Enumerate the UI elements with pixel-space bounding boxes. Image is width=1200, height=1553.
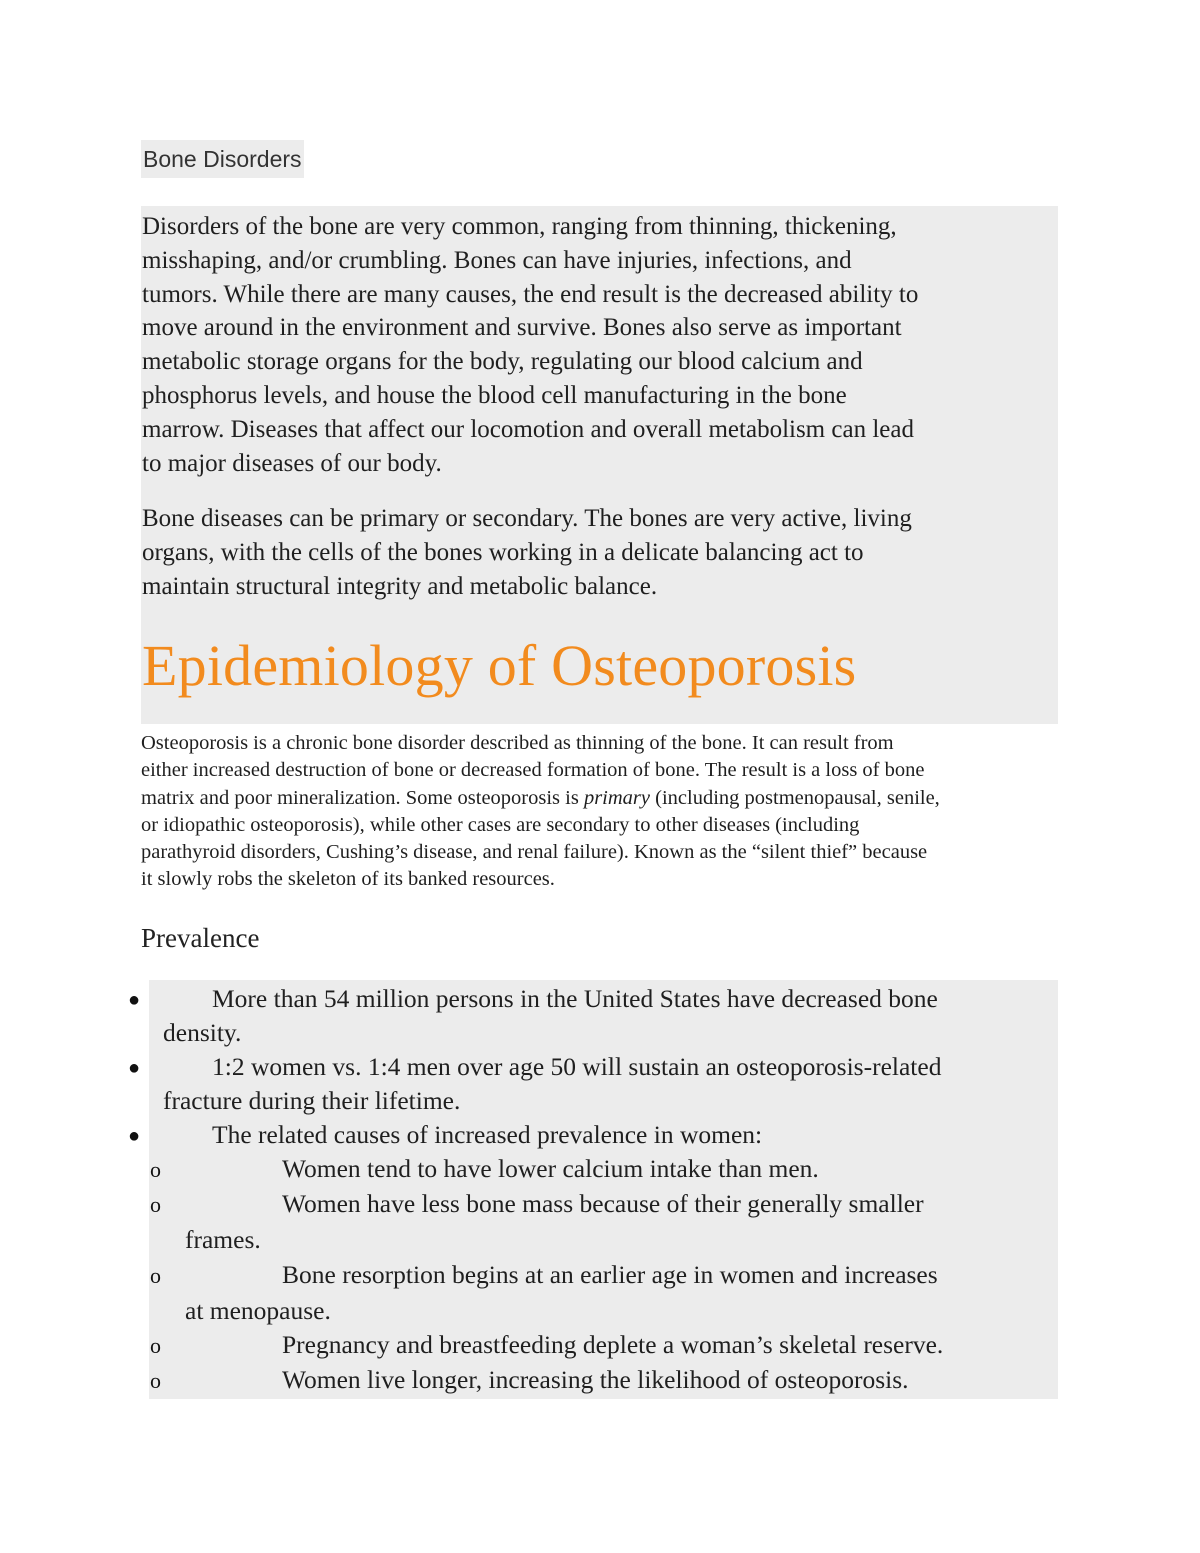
prevalence-heading: Prevalence: [141, 923, 260, 953]
text-line: to major diseases of our body.: [142, 449, 442, 477]
sub-list-item: Pregnancy and breastfeeding deplete a woman’s skeletal reserve.: [282, 1330, 944, 1359]
sub-list-item-continuation: frames.: [185, 1225, 261, 1254]
intro-paragraph-1: [141, 210, 1058, 480]
text-line: misshaping, and/or crumbling. Bones can have injuries, infections, and: [142, 246, 852, 274]
osteoporosis-paragraph: [141, 730, 1061, 894]
circle-bullet-icon: o: [150, 1368, 161, 1393]
text-line: tumors. While there are many causes, the end result is the decreased ability to: [142, 280, 919, 308]
circle-bullet-icon: o: [150, 1192, 161, 1217]
sub-list-item: Women live longer, increasing the likelihood of osteoporosis.: [282, 1365, 909, 1394]
list-item: 1:2 women vs. 1:4 men over age 50 will sustain an osteoporosis-related: [212, 1052, 942, 1081]
sub-list-item: Women tend to have lower calcium intake than men.: [282, 1154, 819, 1183]
circle-bullet-icon: o: [150, 1157, 161, 1182]
text-line: or idiopathic osteoporosis), while other cases are secondary to other diseases (including: [141, 813, 860, 836]
text-line: [141, 785, 1061, 812]
section-heading: Epidemiology of Osteoporosis: [142, 632, 857, 698]
intro-section: [141, 206, 1058, 724]
text-line: organs, with the cells of the bones working in a delicate balancing act to: [142, 539, 864, 567]
text-segment: matrix and poor mineralization. Some osteoporosis is: [141, 786, 584, 809]
list-item: More than 54 million persons in the United States have decreased bone: [212, 984, 938, 1013]
text-line: move around in the environment and survive. Bones also serve as important: [142, 314, 902, 342]
bullet-dot-icon: ●: [128, 1125, 141, 1147]
text-line: it slowly robs the skeleton of its banked resources.: [141, 868, 555, 891]
intro-paragraph-2: [141, 502, 1058, 603]
document-title: Bone Disorders: [141, 140, 304, 178]
text-segment: (including postmenopausal, senile,: [650, 786, 940, 809]
text-line: either increased destruction of bone or decreased formation of bone. The result is a loss of bone: [141, 759, 925, 782]
list-item-continuation: density.: [163, 1018, 242, 1047]
circle-bullet-icon: o: [150, 1333, 161, 1358]
sub-list-item-continuation: at menopause.: [185, 1296, 331, 1325]
sub-list-item: Bone resorption begins at an earlier age in women and increases: [282, 1260, 938, 1289]
list-item-continuation: fracture during their lifetime.: [163, 1086, 461, 1115]
text-line: metabolic storage organs for the body, regulating our blood calcium and: [142, 348, 863, 376]
circle-bullet-icon: o: [150, 1263, 161, 1288]
text-line: marrow. Diseases that affect our locomotion and overall metabolism can lead: [142, 415, 914, 443]
text-line: Disorders of the bone are very common, ranging from thinning, thickening,: [142, 213, 897, 240]
text-line: parathyroid disorders, Cushing’s disease, and renal failure). Known as the “silent thief” because: [141, 841, 928, 864]
text-line: Osteoporosis is a chronic bone disorder described as thinning of the bone. It can result from: [141, 732, 894, 754]
text-line: phosphorus levels, and house the blood cell manufacturing in the bone: [142, 381, 847, 409]
list-item: The related causes of increased prevalence in women:: [212, 1120, 763, 1149]
text-line: maintain structural integrity and metabolic balance.: [142, 572, 658, 600]
emphasis-primary: primary: [583, 786, 651, 809]
sub-list-item: Women have less bone mass because of their generally smaller: [282, 1189, 924, 1218]
text-line: Bone diseases can be primary or secondary. The bones are very active, living: [142, 505, 912, 533]
bullet-dot-icon: ●: [128, 1057, 141, 1079]
bullet-dot-icon: ●: [128, 989, 141, 1011]
